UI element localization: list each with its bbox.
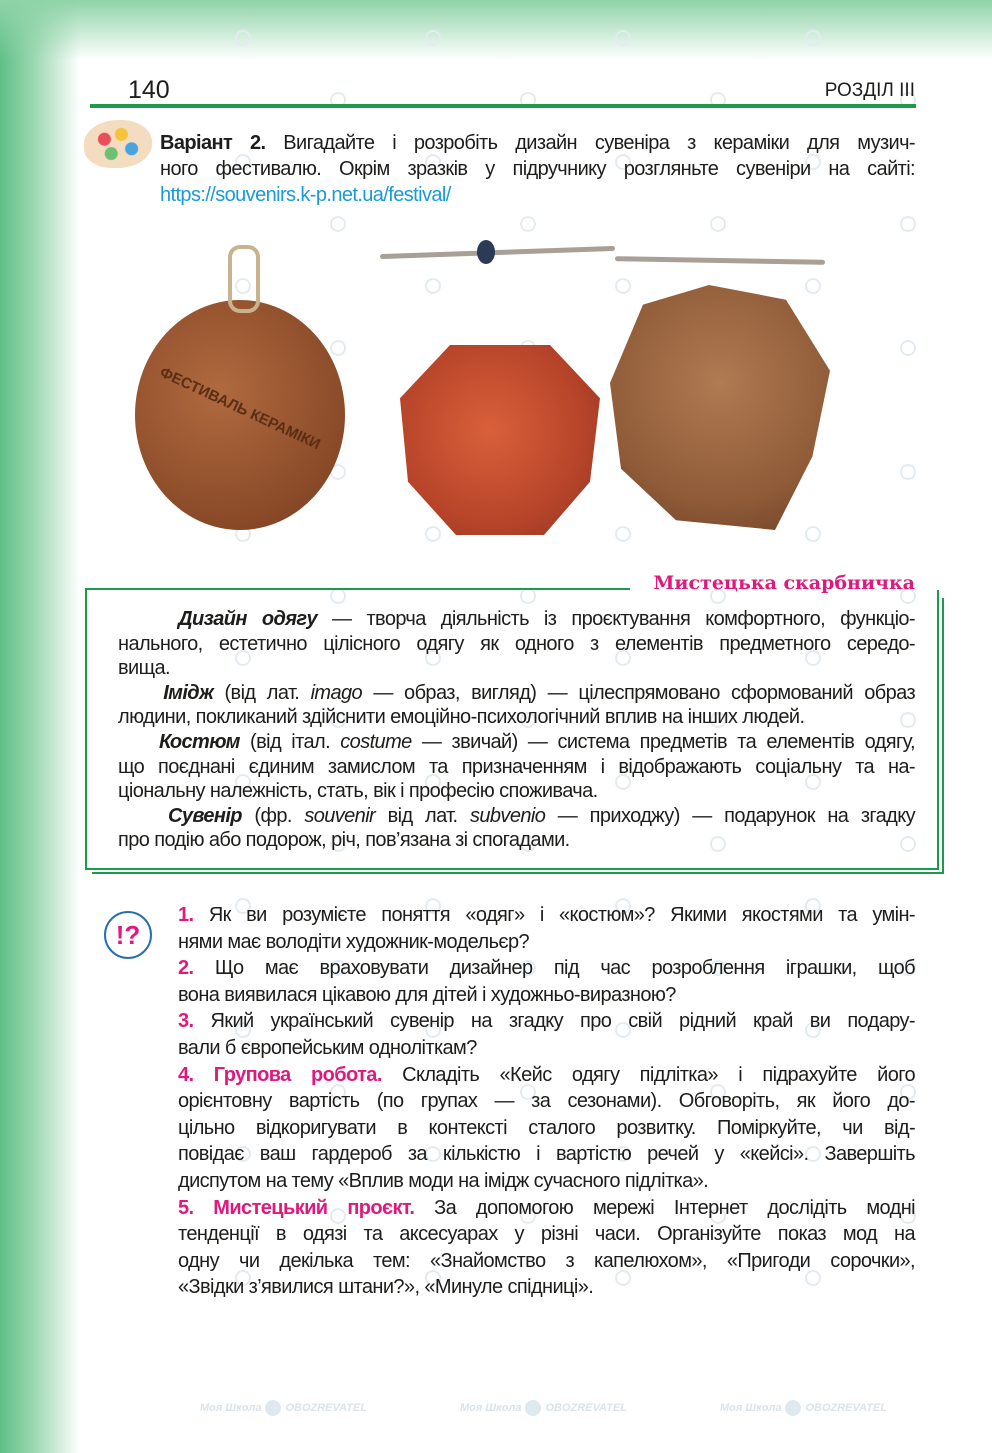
text-segment: (від лат. (213, 681, 311, 704)
text-segment: costume (340, 731, 412, 753)
watermark-logo-icon (710, 216, 726, 232)
text-line (118, 608, 915, 631)
text-segment: subvenio (469, 804, 546, 827)
text-segment: Складіть «Кейс одягу підлітка» і підрахуйте його (381, 1063, 916, 1086)
text-segment: людини, покликаний здійснити емоційно-психологічний вплив на інших людей. (118, 706, 805, 729)
souvenir-stick (615, 256, 825, 265)
text-segment: Як ви розумієте поняття «одяг» і «костюм»? Якими якостями та умін- (193, 904, 915, 926)
text-segment: вища. (118, 657, 170, 680)
text-line (160, 184, 915, 207)
question-label: 3. (178, 1010, 194, 1033)
page-number: 140 (128, 76, 170, 104)
treasury-box-topline (85, 588, 630, 590)
text-segment: — звичай) — система предметів та елементів одягу, (411, 731, 915, 753)
term: Сувенір (167, 804, 242, 827)
question-label: 4. Групова робота. (178, 1063, 382, 1086)
souvenir-irregular-image (610, 285, 830, 530)
text-segment: нями має володіти художник-модельєр? (178, 930, 530, 953)
section-label: РОЗДІЛ III (824, 80, 915, 101)
text-segment: (фр. (241, 804, 305, 827)
text-segment: повідає ваш гардероб за кількістю і вартістю речей у «кейсі». Завершіть (178, 1143, 915, 1166)
text-segment: вона виявилася цікавою для дітей і художньо-виразною? (178, 983, 676, 1006)
text-segment: «Звідки з’явилися штани?», «Минуле спідниці». (178, 1276, 594, 1299)
watermark: Моя Школа OBOZREVATEL (460, 1400, 627, 1416)
watermark-logo-icon (805, 278, 821, 294)
text-segment: Що має враховувати дизайнер під час розроблення іграшки, щоб (193, 957, 915, 980)
watermark-logo-icon (900, 216, 916, 232)
text-line (160, 132, 915, 155)
text-segment: — образ, вигляд) — цілеспрямовано сформований образ (362, 681, 916, 704)
watermark-logo-icon (615, 278, 631, 294)
question-label: 2. (178, 957, 194, 980)
text-line (178, 1037, 915, 1060)
term: Костюм (158, 731, 240, 753)
term: Імідж (163, 681, 214, 704)
text-line (118, 706, 915, 729)
palette-icon (84, 120, 152, 168)
souvenir-stick (380, 246, 615, 259)
watermark: Моя Школа OBOZREVATEL (720, 1400, 887, 1416)
text-line (118, 829, 915, 852)
text-segment: imago (310, 681, 363, 704)
text-segment: орієнтовну вартість (по групах — за сезонами). Обговоріть, як його до- (178, 1090, 915, 1113)
text-segment: souvenir (304, 804, 376, 827)
festival-link[interactable]: https://souvenirs.k-p.net.ua/festival/ (160, 184, 451, 206)
text-line (178, 1010, 915, 1033)
page-top-decoration (0, 0, 992, 60)
text-segment: вали б європейським одноліткам? (178, 1037, 477, 1059)
text-line (160, 158, 915, 181)
text-line (118, 633, 915, 656)
treasury-title: Мистецька скарбничка (653, 572, 915, 594)
watermark-logo-icon (615, 526, 631, 542)
text-line (118, 731, 915, 754)
watermark-logo-icon (805, 30, 821, 46)
text-line (118, 756, 915, 779)
text-line (178, 931, 915, 954)
watermark: Моя Школа OBOZREVATEL (200, 1400, 367, 1416)
text-segment: — творча діяльність із проєктування комфортного, функціо- (317, 608, 915, 630)
text-segment: тенденції в одязі та аксесуарах у різні часи. Організуйте показ мод на (178, 1223, 915, 1246)
souvenir-octagon-image (400, 345, 600, 535)
text-line (178, 1250, 915, 1273)
text-segment: про подію або подорож, річ, пов’язана зі спогадами. (118, 829, 570, 852)
text-segment: від лат. (375, 804, 470, 827)
text-line (118, 682, 915, 705)
text-segment: одну чи декілька тем: «Знайомство з капелюхом», «Пригоди сорочки», (178, 1249, 915, 1272)
watermark-logo-icon (425, 526, 441, 542)
watermark-logo-icon (900, 464, 916, 480)
text-segment: диспутом на тему «Вплив моди на імідж сучасного підлітка». (178, 1170, 709, 1192)
souvenir-medallion-text: ФЕСТИВАЛЬ КЕРАМІКИ (157, 363, 323, 454)
text-line (178, 904, 915, 927)
text-line (178, 1276, 915, 1299)
text-segment: Вигадайте і розробіть дизайн сувеніра з кераміки для музич- (265, 132, 915, 154)
text-line (178, 957, 915, 980)
text-segment: (від італ. (239, 731, 341, 753)
text-segment: — приходжу) — подарунок на згадку (545, 804, 916, 827)
text-segment (118, 682, 163, 704)
watermark-logo-icon (330, 216, 346, 232)
text-segment (118, 608, 178, 630)
question-icon: !? (104, 911, 152, 959)
text-line (178, 1064, 915, 1087)
watermark-logo-icon (425, 30, 441, 46)
souvenir-bead (477, 240, 495, 264)
text-segment: нального, естетично цілісного одягу як одного з елементів предметного середо- (118, 632, 915, 655)
text-segment (118, 805, 168, 827)
watermark-logo-icon (330, 340, 346, 356)
watermark-logo-icon (425, 278, 441, 294)
text-segment: цільно відкоригувати в контексті сталого розвитку. Поміркуйте, чи від- (178, 1116, 915, 1139)
text-line (178, 1197, 915, 1220)
term: Дизайн одягу (178, 608, 317, 630)
text-line (178, 1223, 915, 1246)
watermark-logo-icon (805, 526, 821, 542)
text-segment: ціональну належність, стать, вік і професію споживача. (118, 780, 598, 803)
text-line (178, 1170, 915, 1193)
header-divider (90, 104, 916, 108)
text-segment: ного фестивалю. Окрім зразків у підручнику розгляньте сувеніри на сайті: (160, 158, 915, 180)
text-line (178, 1117, 915, 1140)
text-segment: Який український сувенір на згадку про свій рідний край ви подару- (193, 1010, 915, 1033)
text-segment: що поєднані єдиним замислом та призначенням і відображають соціальну та на- (118, 755, 915, 778)
text-line (178, 1143, 915, 1166)
question-label: 1. (178, 904, 194, 926)
text-line (118, 805, 915, 828)
watermark-logo-icon (900, 340, 916, 356)
souvenir-loop (228, 245, 260, 313)
text-line (178, 984, 915, 1007)
question-label: 5. Мистецький проєкт. (178, 1196, 415, 1219)
text-segment: За допомогою мережі Інтернет дослідіть модні (414, 1196, 915, 1219)
text-line (118, 657, 915, 680)
watermark-logo-icon (235, 30, 251, 46)
text-segment: Варіант 2. (160, 132, 266, 154)
text-line (178, 1090, 915, 1113)
watermark-logo-icon (520, 216, 536, 232)
text-line (118, 780, 915, 803)
watermark-logo-icon (615, 30, 631, 46)
page-edge-decoration (0, 0, 80, 1453)
text-segment (118, 731, 159, 753)
